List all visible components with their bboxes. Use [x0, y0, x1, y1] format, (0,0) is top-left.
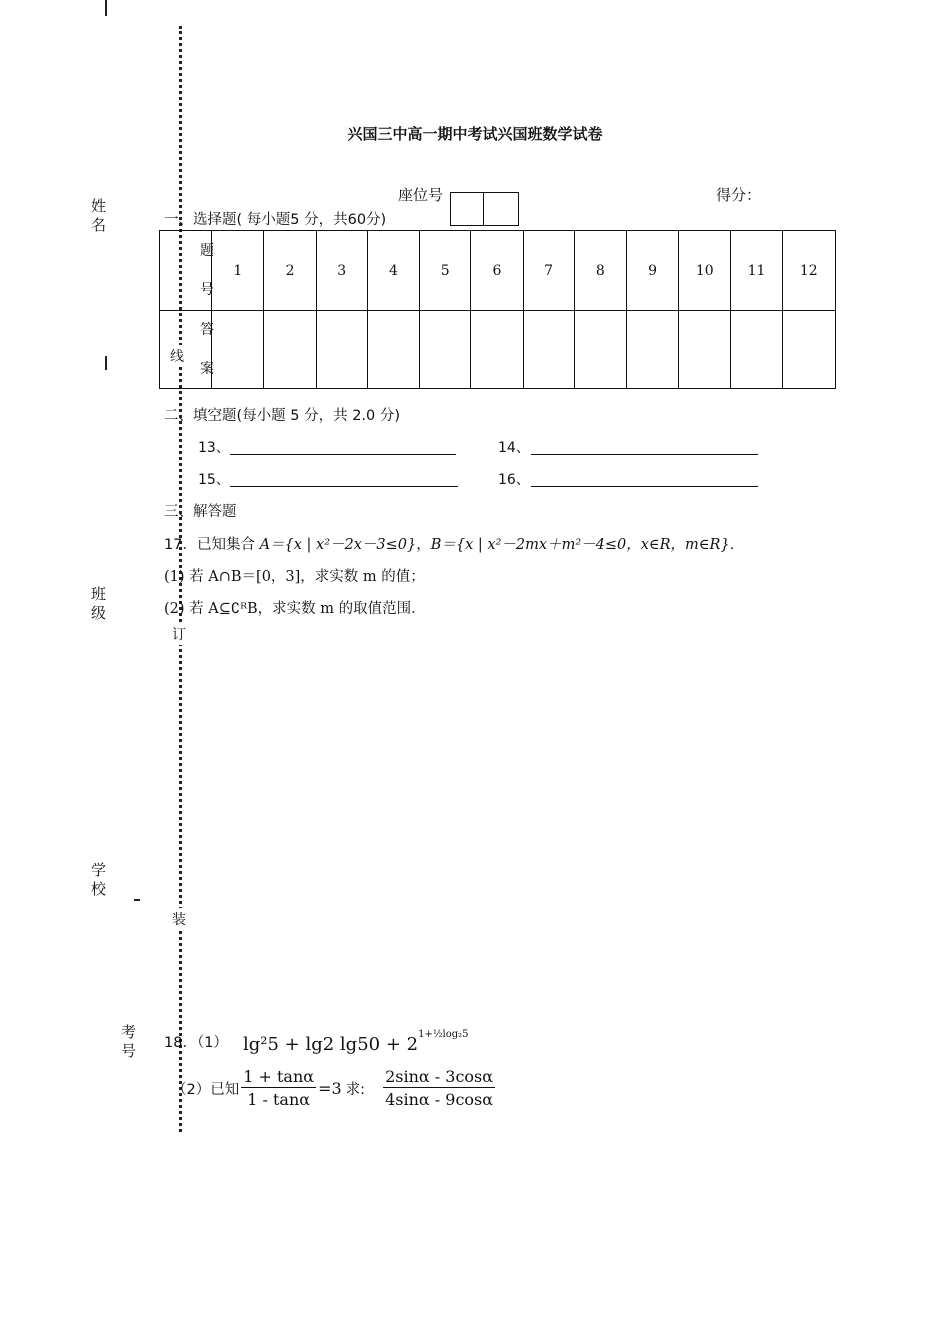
- q18-expr1-main: lg²5 + lg2 lg50 + 2: [243, 1034, 419, 1055]
- q18-frac2-numerator: 2sinα - 3cosα: [385, 1067, 494, 1086]
- answer-cell[interactable]: [367, 311, 419, 389]
- section2-heading: 二、填空题(每小题 5 分，共 2.0 分): [164, 408, 401, 424]
- question-18-expr1: [243, 1029, 469, 1055]
- question-number-row: [160, 231, 836, 311]
- question-17-part2: (2) 若 A⊆∁ᴿB，求实数 m 的取值范围．: [164, 601, 426, 617]
- exam-number-label: 考号: [119, 1024, 137, 1062]
- q18-expr1-exponent: 1+½log₂5: [418, 1029, 469, 1040]
- answer-cell[interactable]: [471, 311, 523, 389]
- seat-box-1[interactable]: [450, 192, 484, 226]
- answer-cell[interactable]: [574, 311, 626, 389]
- blank-label-15: 15、: [198, 472, 230, 488]
- q18-part2-prefix: （2）已知: [172, 1081, 240, 1098]
- answer-cell[interactable]: [523, 311, 574, 389]
- section3-heading: 三、解答题: [164, 504, 237, 520]
- q17-set-b: B＝{x | x²－2mx＋m²－4≤0，x∈R，m∈R}．: [430, 537, 745, 553]
- class-label: 班级: [89, 586, 107, 624]
- q18-frac1-denominator: 1 - tanα: [247, 1090, 311, 1109]
- q18-frac2-denominator: 4sinα - 9cosα: [385, 1090, 494, 1109]
- q18-ask: 求:: [345, 1081, 366, 1098]
- question-number: 1: [212, 231, 264, 311]
- answer-cell[interactable]: [731, 311, 782, 389]
- q18-fraction-2: [383, 1067, 495, 1109]
- school-label: 学校: [89, 862, 107, 900]
- answer-cell[interactable]: [782, 311, 835, 389]
- answer-table: [159, 230, 836, 389]
- question-18-part2: [172, 1067, 495, 1109]
- seat-box-2[interactable]: [483, 192, 519, 226]
- seat-label: 座位号: [398, 186, 444, 204]
- question-number: 4: [367, 231, 419, 311]
- margin-tick-low: [134, 899, 140, 901]
- section1-heading: 一、选择题( 每小题5 分，共60分): [164, 212, 387, 228]
- q18-frac1-numerator: 1 + tanα: [243, 1067, 315, 1086]
- question-17-stem: [164, 533, 744, 554]
- blank-label-14: 14、: [498, 440, 530, 456]
- question-17-part1: (1) 若 A∩B＝[0，3]，求实数 m 的值；: [164, 569, 425, 585]
- q18-equals: =3: [318, 1078, 342, 1098]
- row-label-number: 题 号: [160, 231, 212, 311]
- blank-line-16[interactable]: [531, 486, 758, 487]
- blank-label-13: 13、: [198, 440, 230, 456]
- question-number: 10: [679, 231, 731, 311]
- name-label: 姓名: [89, 198, 107, 236]
- question-number: 6: [471, 231, 523, 311]
- margin-tick-mid: [105, 356, 107, 370]
- binding-char-line: 线: [170, 345, 184, 367]
- question-number: 9: [626, 231, 678, 311]
- question-number: 3: [316, 231, 367, 311]
- answer-cell[interactable]: [316, 311, 367, 389]
- q18-fraction-1: [241, 1067, 316, 1109]
- blank-line-15[interactable]: [230, 486, 458, 487]
- score-label: 得分：: [716, 186, 762, 204]
- answer-cell[interactable]: [679, 311, 731, 389]
- blank-line-14[interactable]: [531, 454, 758, 455]
- answer-row: [160, 311, 836, 389]
- margin-tick-top: [105, 0, 107, 16]
- question-number: 2: [264, 231, 316, 311]
- answer-cell[interactable]: [212, 311, 264, 389]
- question-number: 5: [420, 231, 471, 311]
- page-title: 兴国三中高一期中考试兴国班数学试卷: [347, 125, 603, 143]
- question-number: 11: [731, 231, 782, 311]
- binding-char-bind: 装: [172, 908, 186, 930]
- answer-cell[interactable]: [626, 311, 678, 389]
- question-number: 7: [523, 231, 574, 311]
- answer-cell[interactable]: [264, 311, 316, 389]
- question-number: 8: [574, 231, 626, 311]
- question-number: 12: [782, 231, 835, 311]
- q17-separator: ，: [416, 537, 431, 553]
- row-label-answer: 答 案: [160, 311, 212, 389]
- answer-cell[interactable]: [420, 311, 471, 389]
- blank-line-13[interactable]: [230, 454, 456, 455]
- q17-prefix: 17．已知集合: [164, 537, 260, 553]
- binding-char-order: 订: [172, 623, 186, 645]
- blank-label-16: 16、: [498, 472, 530, 488]
- question-18-label: 18．（1）: [164, 1035, 228, 1051]
- q17-set-a: A＝{x | x²－2x－3≤0}: [259, 537, 417, 553]
